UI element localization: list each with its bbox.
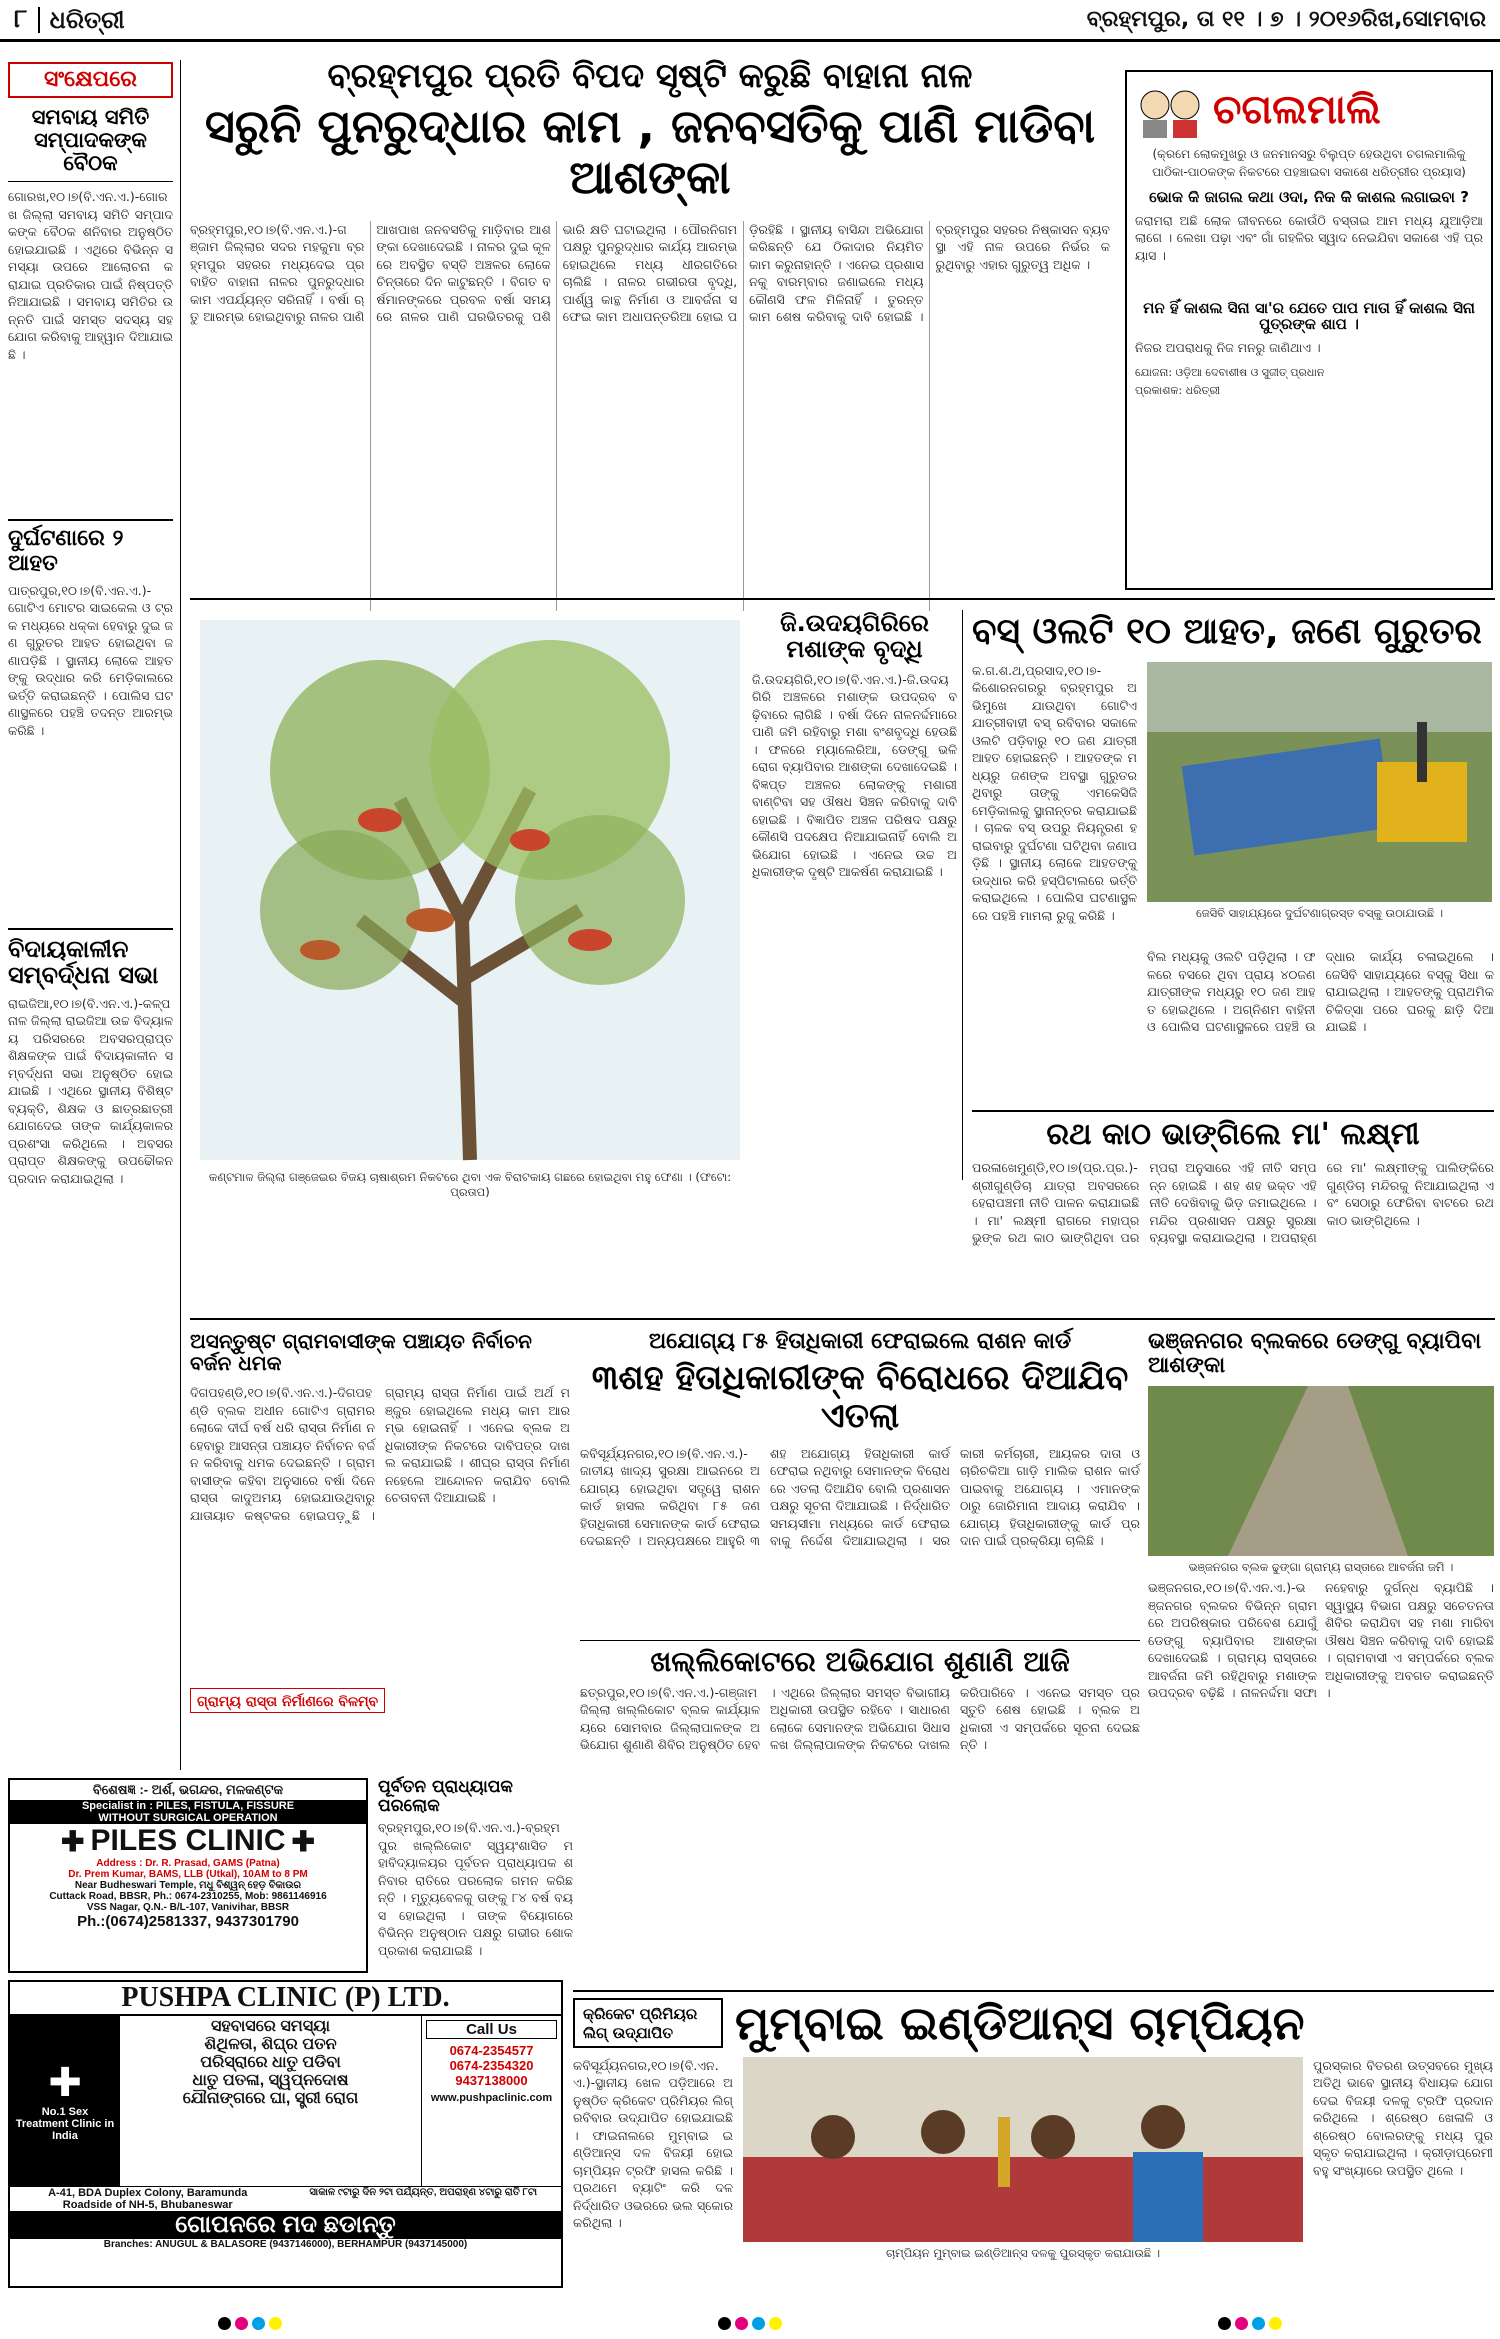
ad2-l4: ଧାତୁ ପତଳା, ସ୍ୱପ୍ନଦୋଷ bbox=[192, 2072, 349, 2089]
tree-photo-caption: କଣ୍ଟମାଳ ଜିଲ୍ଲା ଗଞ୍ଜେଇର ବିଜୟ ଚାଷାଶ୍ରମ ନିକଟରେ ଥିବା ଏକ ବିରାଟକାୟ ଗଛରେ ହୋଇଥିବା ମହୁ ଫେଣା । (ଫଟୋ: ପ୍ରତାପ) bbox=[208, 1170, 732, 1199]
ration-story bbox=[580, 1329, 1144, 1630]
briefs-tag-label: ସଂକ୍ଷେପରେ bbox=[44, 67, 137, 92]
brief1-body: ଗୋରଖ,୧୦।୭(ବି.ଏନ.ଏ.)-ଗୋରଖ ଜିଲ୍ଲା ସମବାୟ ସମିତି ସମ୍ପାଦକଙ୍କ ବୈଠକ ଶନିବାର ଅନୁଷ୍ଠିତ ହୋଇଯାଇଛି । ଏଥିରେ ବିଭିନ୍ନ ସମସ୍ୟା ଉପରେ ଆଲୋଚନା କରାଯାଇ ପ୍ରତିକାର ପାଇଁ ନିଷ୍ପତ୍ତି ନିଆଯାଇଛି । ସମବାୟ ସମିତିର ଉନ୍ନତି ପାଇଁ ସମସ୍ତ ସଦସ୍ୟ ସହଯୋଗ କରିବାକୁ ଆହ୍ୱାନ ଦିଆଯାଇଛି । bbox=[8, 189, 177, 362]
brief2-headline: ଦୁର୍ଘଟଣାରେ ୨ ଆହତ bbox=[8, 526, 124, 576]
cartoon-title: ଚଗଲମାଲି bbox=[1213, 87, 1381, 133]
ad1-top: ବିଶେଷଜ୍ଞ :- ଅର୍ଶ, ଭଗନ୍ଦର, ମଳକଣ୍ଟକ bbox=[92, 1782, 284, 1797]
ad2-web: www.pushpaclinic.com bbox=[430, 2092, 553, 2104]
ad2-p2: 0674-2354320 bbox=[449, 2058, 534, 2073]
ad2-timing: ସାକାଳ ୯ଟାରୁ ଦିନ ୨ଟା ପର୍ଯ୍ୟନ୍ତ, ଅପରାହ୍ଣ ୪ଟାରୁ ରାତି ୮ଟା bbox=[309, 2187, 538, 2198]
dengue-photo-caption: ଭଞ୍ଜନଗର ବ୍ଲକ ଢୁଙ୍ଗା ଗ୍ରାମ୍ୟ ରାସ୍ତାରେ ଆବର୍ଜନା ଜମି । bbox=[1188, 1560, 1454, 1575]
masthead-divider bbox=[38, 7, 40, 33]
lead-body: ବ୍ରହ୍ମପୁର,୧୦।୭(ବି.ଏନ.ଏ.)-ଗଞ୍ଜାମ ଜିଲ୍ଲାର ସଦର ମହକୁମା ବ୍ରହ୍ମପୁର ସହରର ମଧ୍ୟଦେଇ ପ୍ରବାହିତ ବାହାନା ନାଳର ପୁନରୁଦ୍ଧାର କାମ ଏପର୍ଯ୍ୟନ୍ତ ସରିନାହିଁ । ବର୍ଷା ଋତୁ ଆରମ୍ଭ ହୋଇଥିବାରୁ ନାଳର ପାଣି ଆଖପାଖ ଜନବସତିକୁ ମାଡ଼ିବାର ଆଶଙ୍କା ଦେଖାଦେଇଛି । ନାଳର ଦୁଇ କୂଳରେ ଅବସ୍ଥିତ ବସ୍ତି ଅଞ୍ଚଳର ଲୋକେ ଚିନ୍ତାରେ ଦିନ କାଟୁଛନ୍ତି । ବିଗତ ବର୍ଷମାନଙ୍କରେ ପ୍ରବଳ ବର୍ଷା ସମୟରେ ନାଳର ପାଣି ଘରଭିତରକୁ ପଶି ଭାରି କ୍ଷତି ଘଟାଇଥିଲା । ପୌରନିଗମ ପକ୍ଷରୁ ପୁନରୁଦ୍ଧାର କାର୍ଯ୍ୟ ଆରମ୍ଭ ହୋଇଥିଲେ ମଧ୍ୟ ଧୀରଗତିରେ ଚାଲିଛି । ନାଳର ଗଭୀରତା ବୃଦ୍ଧି, ପାର୍ଶ୍ୱ କାନ୍ଥ ନିର୍ମାଣ ଓ ଆବର୍ଜନା ସଫେଇ କାମ ଅଧାପନ୍ତରିଆ ହୋଇ ପଡ଼ିରହିଛି । ସ୍ଥାନୀୟ ବାସିନ୍ଦା ଅଭିଯୋଗ କରିଛନ୍ତି ଯେ ଠିକାଦାର ନିୟମିତ କାମ କରୁନାହାନ୍ତି । ଏନେଇ ପ୍ରଶାସନକୁ ବାରମ୍ବାର ଜଣାଇଲେ ମଧ୍ୟ କୌଣସି ଫଳ ମିଳିନାହିଁ । ତୁରନ୍ତ କାମ ଶେଷ କରିବାକୁ ଦାବି ହୋଇଛି । ବ୍ରହ୍ମପୁର ସହରର ନିଷ୍କାସନ ବ୍ୟବସ୍ଥା ଏହି ନାଳ ଉପରେ ନିର୍ଭର କରୁଥିବାରୁ ଏହାର ଗୁରୁତ୍ୱ ଅଧିକ । bbox=[190, 221, 1110, 325]
cartoon-figures-icon bbox=[1135, 80, 1205, 140]
ad2-addr1: A-41, BDA Duplex Colony, Baramunda bbox=[48, 2187, 248, 2199]
ad2-name: PUSHPA CLINIC (P) LTD. bbox=[10, 1982, 561, 2016]
ad2-tag: No.1 Sex Treatment Clinic in India bbox=[15, 2106, 115, 2142]
lead-headline: ସରୁନି ପୁନରୁଦ୍ଧାର କାମ , ଜନବସତିକୁ ପାଣି ମାଡିବା ଆଶଙ୍କା bbox=[204, 99, 1096, 204]
piles-clinic-ad bbox=[8, 1778, 368, 1973]
masthead bbox=[0, 0, 1500, 42]
paper-name: ଧରିତ୍ରୀ bbox=[49, 5, 125, 34]
cartoon-credit2: ପ୍ରକାଶକ: ଧରିତ୍ରୀ bbox=[1135, 383, 1221, 397]
udayagiri-body: ଜି.ଉଦୟଗିରି,୧୦।୭(ବି.ଏନ.ଏ.)-ଜି.ଉଦୟଗିରି ଅଞ୍ଚଳରେ ମଶାଙ୍କ ଉପଦ୍ରବ ବଢ଼ିବାରେ ଲାଗିଛି । ବର୍ଷା ଦିନେ ନାଳନର୍ଦ୍ଦମାରେ ପାଣି ଜମି ରହିବାରୁ ମଶା ବଂଶବୃଦ୍ଧି ହେଉଛି । ଫଳରେ ମ୍ୟାଲେରିଆ, ଡେଙ୍ଗୁ ଭଳି ରୋଗ ବ୍ୟାପିବାର ଆଶଙ୍କା ଦେଖାଦେଇଛି । ବିଜ୍ଞପ୍ତ ଅଞ୍ଚଳର ଲୋକଙ୍କୁ ମଶାରୀ ବାଣ୍ଟିବା ସହ ଔଷଧ ସିଞ୍ଚନ କରିବାକୁ ଦାବି ହୋଇଛି । ବିଜ୍ଞାପିତ ଅଞ୍ଚଳ ପରିଷଦ ପକ୍ଷରୁ କୌଣସି ପଦକ୍ଷେପ ନିଆଯାଇନାହିଁ ବୋଲି ଅଭିଯୋଗ ହୋଇଛି । ଏନେଇ ଉଚ୍ଚ ଅଧିକାରୀଙ୍କ ଦୃଷ୍ଟି ଆକର୍ଷଣ କରାଯାଇଛି । bbox=[752, 671, 961, 880]
cartoon-verse-body: ଜରାମରା ଅଛି ଲୋକ ଜୀବନରେ କୋଉଁଠି ବସ୍ତାଇ ଆମ ମଧ୍ୟ ଯୁଆଡ଼ିଆ ଲାଗେ । ଲେଖା ପଢ଼ା ଏବଂ ଗାଁ ଗହଳିର ସ୍ୱାଦ ନେଇଯିବା ସକାଶେ ଏହି ପ୍ରୟାସ । bbox=[1135, 212, 1487, 263]
brief3-body: ରାଇଜିଆ,୧୦।୭(ବି.ଏନ.ଏ.)-କଳ୍ପନାଳ ଜିଲ୍ଲା ରାଇଜିଆ ଉଚ୍ଚ ବିଦ୍ୟାଳୟ ପରିସରରେ ଅବସରପ୍ରାପ୍ତ ଶିକ୍ଷକଙ୍କ ପାଇଁ ବିଦାୟକାଳୀନ ସମ୍ବର୍ଦ୍ଧନା ସଭା ଅନୁଷ୍ଠିତ ହୋଇଯାଇଛି । ଏଥିରେ ସ୍ଥାନୀୟ ବିଶିଷ୍ଟ ବ୍ୟକ୍ତି, ଶିକ୍ଷକ ଓ ଛାତ୍ରଛାତ୍ରୀ ଯୋଗଦେଇ ତାଙ୍କ କାର୍ଯ୍ୟକାଳର ପ୍ରଶଂସା କରିଥିଲେ । ଅବସରପ୍ରାପ୍ତ ଶିକ୍ଷକଙ୍କୁ ଉପଢୌକନ ପ୍ରଦାନ କରାଯାଇଥିଲା । bbox=[8, 995, 177, 1186]
cricket-body-left: କବିସୂର୍ଯ୍ୟନଗର,୧୦।୭(ବି.ଏନ.ଏ.)-ସ୍ଥାନୀୟ ଖେଳ ପଡ଼ିଆରେ ଅନୁଷ୍ଠିତ କ୍ରିକେଟ ପ୍ରିମିୟର ଲିଗ୍ ରବିବାର ଉଦ୍‌ଯାପିତ ହୋଇଯାଇଛି । ଫାଇନାଲରେ ମୁମ୍ବାଇ ଇଣ୍ଡିଆନ୍ସ ଦଳ ବିଜୟୀ ହୋଇ ଚାମ୍ପିୟନ ଟ୍ରଫି ହାସଲ କରିଛି । ପ୍ରଥମେ ବ୍ୟାଟିଂ କରି ଦଳ ନିର୍ଦ୍ଧାରିତ ଓଭରରେ ଭଲ ସ୍କୋର କରିଥିଲା । bbox=[573, 2057, 737, 2231]
lead-story bbox=[190, 58, 1110, 618]
brief-divider bbox=[8, 519, 173, 521]
pushpa-clinic-ad bbox=[8, 1980, 563, 2288]
cartoon-verse2: ମନ ହିଁ କାଶଲ ସିନା ସା'ର ଯେତେ ପାପ ମାତା ହିଁ କାଶଲ ସିନା ପୁତ୍ରଙ୍କ ଶାପ । bbox=[1143, 298, 1475, 333]
brief-divider bbox=[8, 928, 173, 930]
section-rule bbox=[190, 598, 1495, 600]
ration-kicker: ଅଯୋଗ୍ୟ ୮୫ ହିତାଧିକାରୀ ଫେରାଇଲେ ରାଶନ କାର୍ଡ bbox=[648, 1329, 1072, 1354]
ad2-l3: ପରିସ୍ରାରେ ଧାତୁ ପଡିବା bbox=[200, 2054, 341, 2071]
khallikote-headline: ଖଲ୍ଲିକୋଟରେ ଅଭିଯୋଗ ଶୁଣାଣି ଆଜି bbox=[650, 1645, 1070, 1678]
panchayat-body: ଦିଗପହଣ୍ଡି,୧୦।୭(ବି.ଏନ.ଏ.)-ଦିଗପହଣ୍ଡି ବ୍ଲକ ଅଧୀନ ଗୋଟିଏ ଗ୍ରାମର ଲୋକେ ଦୀର୍ଘ ବର୍ଷ ଧରି ରାସ୍ତା ନିର୍ମାଣ ନହେବାରୁ ଆସନ୍ତା ପଞ୍ଚାୟତ ନିର୍ବାଚନ ବର୍ଜନ କରିବାକୁ ଧମକ ଦେଇଛନ୍ତି । ଗ୍ରାମବାସୀଙ୍କ କହିବା ଅନୁସାରେ ବର୍ଷା ଦିନେ ରାସ୍ତା କାଦୁଅମୟ ହୋଇଯାଉଥିବାରୁ ଯାତାୟାତ କଷ୍ଟକର ହୋଇପଡ଼ୁଛି । ଗ୍ରାମ୍ୟ ରାସ୍ତା ନିର୍ମାଣ ପାଇଁ ଅର୍ଥ ମଞ୍ଜୁର ହୋଇଥିଲେ ମଧ୍ୟ କାମ ଆରମ୍ଭ ହୋଇନାହିଁ । ଏନେଇ ବ୍ଲକ ଅଧିକାରୀଙ୍କ ନିକଟରେ ଦାବିପତ୍ର ଦାଖଲ କରାଯାଇଛି । ଶୀଘ୍ର ରାସ୍ତା ନିର୍ମାଣ ନହେଲେ ଆନ୍ଦୋଳନ କରାଯିବ ବୋଲି ଚେତାବନୀ ଦିଆଯାଇଛି । bbox=[190, 1385, 574, 1523]
bus-photo-caption: ଜେସିବି ସାହାଯ୍ୟରେ ଦୁର୍ଘଟଣାଗ୍ରସ୍ତ ବସ୍‌କୁ ଉଠାଯାଉଛି । bbox=[1195, 905, 1444, 920]
tree-photo-block bbox=[200, 620, 740, 1200]
tree-photo bbox=[200, 620, 740, 1160]
section-rule bbox=[190, 1318, 1495, 1320]
ad1-addr1: Near Budheswari Temple, ମଧୁ ବିଶ୍ୱନ୍ ହେଡ଼ ବିକାଉର bbox=[74, 1880, 302, 1891]
bus-body-right: ବିଲ ମଧ୍ୟକୁ ଓଲଟି ପଡ଼ିଥିଲା । ଫଳରେ ବସରେ ଥିବା ପ୍ରାୟ ୪୦ଜଣ ଯାତ୍ରୀଙ୍କ ମଧ୍ୟରୁ ୧୦ ଜଣ ଆହତ ହୋଇଥିଲେ । ଅଗ୍ନିଶମ ବାହିନୀ ଓ ପୋଲିସ ଘଟଣାସ୍ଥଳରେ ପହଞ୍ଚି ଉଦ୍ଧାର କାର୍ଯ୍ୟ ଚଳାଇଥିଲେ । ଜେସିବି ସାହାଯ୍ୟରେ ବସ୍‌କୁ ସିଧା କରାଯାଇଥିଲା । ଆହତଙ୍କୁ ପ୍ରାଥମିକ ଚିକିତ୍ସା ପରେ ଘରକୁ ଛାଡ଼ି ଦିଆଯାଇଛି । bbox=[1147, 949, 1498, 1034]
registration-dots-icon bbox=[1216, 2315, 1284, 2334]
ad1-name: PILES CLINIC bbox=[90, 1824, 286, 1857]
ad2-p1: 0674-2354577 bbox=[449, 2043, 534, 2058]
cartoon-verse3: ନିଜର ଅପରାଧକୁ ନିଜ ମନରୁ ଜାଣିଥାଏ । bbox=[1135, 339, 1321, 355]
column-rule bbox=[180, 60, 181, 1770]
panchayat-story bbox=[190, 1329, 574, 1770]
ad2-addr2: Roadside of NH-5, Bhubaneswar bbox=[62, 2199, 233, 2211]
panchayat-subhead: ଗ୍ରାମ୍ୟ ରାସ୍ତା ନିର୍ମାଣରେ ବିଳମ୍ବ bbox=[197, 1694, 379, 1710]
ad1-line1: Specialist in : PILES, FISTULA, FISSURE bbox=[81, 1800, 295, 1812]
ad2-l1: ସହବାସରେ ସମସ୍ୟା bbox=[210, 2018, 331, 2035]
ad1-doc1: Address : Dr. R. Prasad, GAMS (Patna) bbox=[96, 1858, 280, 1869]
ration-body: କବିସୂର୍ଯ୍ୟନଗର,୧୦।୭(ବି.ଏନ.ଏ.)-ଜାତୀୟ ଖାଦ୍ୟ ସୁରକ୍ଷା ଆଇନରେ ଅଯୋଗ୍ୟ ହୋଇଥିବା ସତ୍ତ୍ୱେ ରାଶନ କାର୍ଡ ହାସଲ କରିଥିବା ୮୫ ଜଣ ହିତାଧିକାରୀ ସେମାନଙ୍କ କାର୍ଡ ଫେରାଇ ଦେଇଛନ୍ତି । ଅନ୍ୟପକ୍ଷରେ ଆହୁରି ୩ଶହ ଅଯୋଗ୍ୟ ହିତାଧିକାରୀ କାର୍ଡ ଫେରାଇ ନଥିବାରୁ ସେମାନଙ୍କ ବିରୋଧରେ ଏତଲା ଦିଆଯିବ ବୋଲି ପ୍ରଶାସନ ପକ୍ଷରୁ ସୂଚନା ଦିଆଯାଇଛି । ନିର୍ଦ୍ଧାରିତ ସମୟସୀମା ମଧ୍ୟରେ କାର୍ଡ ଫେରାଇବାକୁ ନିର୍ଦ୍ଦେଶ ଦିଆଯାଇଥିଲା । ସରକାରୀ କର୍ମଚାରୀ, ଆୟକର ଦାତା ଓ ଚାରିଚକିଆ ଗାଡ଼ି ମାଲିକ ରାଶନ କାର୍ଡ ପାଇବାକୁ ଅଯୋଗ୍ୟ । ଏମାନଙ୍କ ଠାରୁ ଜୋରିମାନା ଆଦାୟ କରାଯିବ । ଯୋଗ୍ୟ ହିତାଧିକାରୀଙ୍କୁ କାର୍ଡ ପ୍ରଦାନ ପାଇଁ ପ୍ରକ୍ରିୟା ଚାଲିଛି । bbox=[580, 1445, 1144, 1549]
brief1-headline: ସମବାୟ ସମିତି ସମ୍ପାଦକଙ୍କ ବୈଠକ bbox=[8, 106, 173, 182]
ad1-line2: WITHOUT SURGICAL OPERATION bbox=[98, 1812, 278, 1824]
ad1-addr3: VSS Nagar, Q.N.- B/L-107, Vanivihar, BBSR bbox=[86, 1902, 290, 1913]
ad1-addr2: Cuttack Road, BBSR, Ph.: 0674-2310255, Mob: 9861146916 bbox=[49, 1891, 327, 1902]
dengue-photo bbox=[1148, 1386, 1494, 1556]
briefs-tag bbox=[8, 62, 173, 98]
bus-body-left: କ.ଗ.ଶ.ଥ,ପ୍ରସାଦ,୧୦।୭-କିଶୋରନଗରରୁ ବ୍ରହ୍ମପୁର ଅଭିମୁଖେ ଯାଉଥିବା ଗୋଟିଏ ଯାତ୍ରୀବାହୀ ବସ୍ ରବିବାର ସକାଳେ ଓଲଟି ପଡ଼ିବାରୁ ୧୦ ଜଣ ଯାତ୍ରୀ ଆହତ ହୋଇଛନ୍ତି । ଆହତଙ୍କ ମଧ୍ୟରୁ ଜଣଙ୍କ ଅବସ୍ଥା ଗୁରୁତର ଥିବାରୁ ତାଙ୍କୁ ଏମକେସିଜି ମେଡ଼ିକାଲକୁ ସ୍ଥାନାନ୍ତର କରାଯାଇଛି । ଚାଳକ ବସ୍ ଉପରୁ ନିୟନ୍ତ୍ରଣ ହରାଇବାରୁ ଦୁର୍ଘଟଣା ଘଟିଥିବା ଜଣାପଡ଼ିଛି । ସ୍ଥାନୀୟ ଲୋକେ ଆହତଙ୍କୁ ଉଦ୍ଧାର କରି ହସ୍ପିଟାଲରେ ଭର୍ତ୍ତି କରାଇଥିଲେ । ପୋଲିସ ଘଟଣାସ୍ଥଳରେ ପହଞ୍ଚି ମାମଲା ରୁଜୁ କରିଛି । bbox=[972, 662, 1141, 923]
bus-headline: ବସ୍ ଓଲଟି ୧୦ ଆହତ, ଜଣେ ଗୁରୁତର bbox=[972, 611, 1482, 652]
ad1-phone: Ph.:(0674)2581337, 9437301790 bbox=[77, 1913, 299, 1930]
briefs-column bbox=[8, 62, 177, 1762]
cartoon-intro: (କ୍ରମେ ଲୋକମୁଖରୁ ଓ ଜନମାନସରୁ ବିଲୁପ୍ତ ହେଉଥିବା ଚଗଲମାଲିକୁ ପାଠିକା-ପାଠକଙ୍କ ନିକଟରେ ପହଞ୍ଚାଇବା ସକାଶେ ଧରିତ୍ରୀର ପ୍ରୟାସ) bbox=[1152, 147, 1470, 179]
ratha-headline: ରଥ କାଠ ଭାଙ୍ଗିଲେ ମା' ଲକ୍ଷ୍ମୀ bbox=[1046, 1117, 1420, 1152]
chagalmali-box bbox=[1125, 70, 1493, 590]
obituary-headline: ପୂର୍ବତନ ପ୍ରାଧ୍ୟାପକ ପରଲୋକ bbox=[378, 1777, 513, 1816]
cartoon-verse1: ଭୋକ କି ଜାଗଲ କଥା ଓଦା, ନିକ କି କାଶଲ ଲଗାଇବା ? bbox=[1149, 188, 1469, 206]
cricket-photo-caption: ଚାମ୍ପିୟନ ମୁମ୍ବାଇ ଇଣ୍ଡିଆନ୍ସ ଦଳକୁ ପୁରସ୍କୃତ କରାଯାଉଛି । bbox=[885, 2245, 1161, 2260]
registration-dots-icon bbox=[216, 2315, 284, 2334]
ad2-call: Call Us bbox=[426, 2020, 557, 2039]
print-registration-marks bbox=[0, 2310, 1500, 2339]
cricket-kicker: କ୍ରିକେଟ ପ୍ରିମିୟର ଲିଗ୍ ଉଦ୍‌ଯାପିତ bbox=[583, 2005, 698, 2043]
dengue-headline: ଭଞ୍ଜନଗର ବ୍ଲକରେ ଡେଙ୍ଗୁ ବ୍ୟାପିବା ଆଶଙ୍କା bbox=[1148, 1329, 1482, 1379]
dateline: ବ୍ରହ୍ମପୁର, ତା ୧୧ । ୭ । ୨୦୧୬ରିଖ,ସୋମବାର bbox=[1086, 7, 1486, 32]
ad2-l2: ଶିଥିଳତା, ଶିଘ୍ର ପତନ bbox=[204, 2036, 337, 2053]
obituary-body: ବ୍ରହ୍ମପୁର,୧୦।୭(ବି.ଏନ.ଏ.)-ବ୍ରହ୍ମପୁର ଖଲ୍ଲିକୋଟ ସ୍ୱୟଂଶାସିତ ମହାବିଦ୍ୟାଳୟର ପୂର୍ବତନ ପ୍ରାଧ୍ୟାପକ ଶନିବାର ରାତିରେ ପରଲୋକ ଗମନ କରିଛନ୍ତି । ମୃତ୍ୟୁବେଳକୁ ତାଙ୍କୁ ୮୪ ବର୍ଷ ବୟସ ହୋଇଥିଲା । ତାଙ୍କ ବିୟୋଗରେ ବିଭିନ୍ନ ଅନୁଷ୍ଠାନ ପକ୍ଷରୁ ଗଭୀର ଶୋକ ପ୍ରକାଶ କରାଯାଇଛି । bbox=[378, 1820, 577, 1958]
bus-photo bbox=[1147, 662, 1492, 902]
brief2-body: ପାତ୍ରପୁର,୧୦।୭(ବି.ଏନ.ଏ.)-ଗୋଟିଏ ମୋଟର ସାଇକେଲ ଓ ଟ୍ରକ ମଧ୍ୟରେ ଧକ୍କା ହେବାରୁ ଦୁଇ ଜଣ ଗୁରୁତର ଆହତ ହୋଇଥିବା ଜଣାପଡ଼ିଛି । ସ୍ଥାନୀୟ ଲୋକେ ଆହତଙ୍କୁ ଉଦ୍ଧାର କରି ମେଡ଼ିକାଲରେ ଭର୍ତ୍ତି କରାଇଛନ୍ତି । ପୋଲିସ ଘଟଣାସ୍ଥଳରେ ପହଞ୍ଚି ତଦନ୍ତ ଆରମ୍ଭ କରିଛି । bbox=[8, 582, 177, 738]
ad2-slogan: ଗୋପନରେ ମଦ ଛଡାନ୍ତୁ bbox=[10, 2211, 561, 2239]
ad2-p3: 9437138000 bbox=[455, 2073, 528, 2088]
ad2-branches: Branches: ANUGUL & BALASORE (9437146000), BERHAMPUR (9437145000) bbox=[103, 2239, 468, 2250]
cross-icon: ✚ bbox=[48, 2060, 82, 2106]
ratha-body: ପରଳାଖେମୁଣ୍ଡି,୧୦।୭(ପ୍ର.ପ୍ର.)-ଶ୍ରୀଗୁଣ୍ଡିଚା ଯାତ୍ରା ଅବସରରେ ହେରାପଞ୍ଚମୀ ନୀତି ପାଳନ କରାଯାଇଛି । ମା' ଲକ୍ଷ୍ମୀ ରାଗରେ ମହାପ୍ରଭୁଙ୍କ ରଥ କାଠ ଭାଙ୍ଗିଥିବା ପରମ୍ପରା ଅନୁସାରେ ଏହି ନୀତି ସମ୍ପନ୍ନ ହୋଇଛି । ଶହ ଶହ ଭକ୍ତ ଏହି ନୀତି ଦେଖିବାକୁ ଭିଡ଼ ଜମାଇଥିଲେ । ମନ୍ଦିର ପ୍ରଶାସନ ପକ୍ଷରୁ ସୁରକ୍ଷା ବ୍ୟବସ୍ଥା କରାଯାଇଥିଲା । ଅପରାହ୍ଣରେ ମା' ଲକ୍ଷ୍ମୀଙ୍କୁ ପାଲିଙ୍କିରେ ଗୁଣ୍ଡିଚା ମନ୍ଦିରକୁ ନିଆଯାଇଥିଲା ଏବଂ ସେଠାରୁ ଫେରିବା ବାଟରେ ରଥ କାଠ ଭାଙ୍ଗିଥିଲେ । bbox=[972, 1160, 1498, 1245]
khallikote-story bbox=[580, 1640, 1140, 1780]
cross-icon: ✚ bbox=[291, 1825, 315, 1857]
dengue-story bbox=[1148, 1329, 1498, 1770]
ad2-l5: ଯୌନାଙ୍ଗରେ ଘା, ସ୍ତ୍ରୀ ରୋଗ bbox=[182, 2090, 359, 2107]
khallikote-body: ଛତ୍ରପୁର,୧୦।୭(ବି.ଏନ.ଏ.)-ଗଞ୍ଜାମ ଜିଲ୍ଲା ଖଲ୍ଲିକୋଟ ବ୍ଲକ କାର୍ଯ୍ୟାଳୟରେ ସୋମବାର ଜିଲ୍ଲାପାଳଙ୍କ ଅଭିଯୋଗ ଶୁଣାଣି ଶିବିର ଅନୁଷ୍ଠିତ ହେବ । ଏଥିରେ ଜିଲ୍ଲାର ସମସ୍ତ ବିଭାଗୀୟ ଅଧିକାରୀ ଉପସ୍ଥିତ ରହିବେ । ସାଧାରଣ ଲୋକେ ସେମାନଙ୍କ ଅଭିଯୋଗ ସିଧାସଳଖ ଜିଲ୍ଲାପାଳଙ୍କ ନିକଟରେ ଦାଖଲ କରିପାରିବେ । ଏନେଇ ସମସ୍ତ ପ୍ରସ୍ତୁତି ଶେଷ ହୋଇଛି । ବ୍ଲକ ଅଧିକାରୀ ଏ ସମ୍ପର୍କରେ ସୂଚନା ଦେଇଛନ୍ତି । bbox=[580, 1684, 1140, 1753]
cricket-photo bbox=[743, 2057, 1303, 2242]
udayagiri-story bbox=[752, 609, 961, 1300]
page-number: ୮ bbox=[14, 4, 28, 34]
column-rule bbox=[962, 610, 963, 1180]
ration-headline: ୩ଶହ ହିତାଧିକାରୀଙ୍କ ବିରୋଧରେ ଦିଆଯିବ ଏତଲା bbox=[591, 1358, 1129, 1436]
dengue-body: ଭଞ୍ଜନଗର,୧୦।୭(ବି.ଏନ.ଏ.)-ଭଞ୍ଜନଗର ବ୍ଲକର ବିଭିନ୍ନ ଗ୍ରାମରେ ଅପରିଷ୍କାର ପରିବେଶ ଯୋଗୁଁ ଡେଙ୍ଗୁ ବ୍ୟାପିବାର ଆଶଙ୍କା ଦେଖାଦେଇଛି । ଗ୍ରାମ୍ୟ ରାସ୍ତାରେ ଆବର୍ଜନା ଜମି ରହିଥିବାରୁ ମଶାଙ୍କ ଉପଦ୍ରବ ବଢ଼ିଛି । ନାଳନର୍ଦ୍ଦମା ସଫା ନହେବାରୁ ଦୁର୍ଗନ୍ଧ ବ୍ୟାପିଛି । ସ୍ୱାସ୍ଥ୍ୟ ବିଭାଗ ପକ୍ଷରୁ ସଚେତନତା ଶିବିର କରାଯିବା ସହ ମଶା ମାରିବା ଔଷଧ ସିଞ୍ଚନ କରିବାକୁ ଦାବି ହୋଇଛି । ଗ୍ରାମବାସୀ ଏ ସମ୍ପର୍କରେ ବ୍ଲକ ଅଧିକାରୀଙ୍କୁ ଅବଗତ କରାଇଛନ୍ତି । bbox=[1148, 1580, 1498, 1701]
lead-kicker: ବ୍ରହ୍ମପୁର ପ୍ରତି ବିପଦ ସୃଷ୍ଟି କରୁଛି ବାହାନା ନାଳ bbox=[327, 56, 973, 96]
cricket-body-right: ପୁରସ୍କାର ବିତରଣ ଉତ୍ସବରେ ମୁଖ୍ୟ ଅତିଥି ଭାବେ ସ୍ଥାନୀୟ ବିଧାୟକ ଯୋଗ ଦେଇ ବିଜୟୀ ଦଳକୁ ଟ୍ରଫି ପ୍ରଦାନ କରିଥିଲେ । ଶ୍ରେଷ୍ଠ ଖେଳାଳି ଓ ଶ୍ରେଷ୍ଠ ବୋଲରଙ୍କୁ ମଧ୍ୟ ପୁରସ୍କୃତ କରାଯାଇଥିଲା । କ୍ରୀଡ଼ାପ୍ରେମୀ ବହୁ ସଂଖ୍ୟାରେ ଉପସ୍ଥିତ ଥିଲେ । bbox=[1313, 2057, 1497, 2178]
ad1-doc2: Dr. Prem Kumar, BAMS, LLB (Utkal), 10AM to 8 PM bbox=[68, 1869, 308, 1880]
obituary-story bbox=[378, 1777, 577, 1973]
udayagiri-headline: ଜି.ଉଦୟଗିରିରେ ମଶାଙ୍କ ବୃଦ୍ଧି bbox=[780, 609, 929, 664]
brief3-headline: ବିଦାୟକାଳୀନ ସମ୍ବର୍ଦ୍ଧନା ସଭା bbox=[8, 934, 159, 990]
cartoon-credit1: ଯୋଜନା: ଓଡ଼ିଆ ଦେବାଶୀଷ ଓ ସୁଜୀତ୍ ପ୍ରଧାନ bbox=[1135, 366, 1325, 379]
cricket-headline: ମୁମ୍ବାଇ ଇଣ୍ଡିଆନ୍ସ ଚାମ୍ପିୟନ bbox=[735, 1996, 1305, 2050]
ratha-story bbox=[972, 1110, 1498, 1320]
registration-dots-icon bbox=[716, 2315, 784, 2334]
cross-icon: ✚ bbox=[61, 1825, 85, 1857]
panchayat-headline: ଅସନ୍ତୁଷ୍ଟ ଗ୍ରାମବାସୀଙ୍କ ପଞ୍ଚାୟତ ନିର୍ବାଚନ ବର୍ଜନ ଧମକ bbox=[190, 1329, 532, 1375]
cricket-story bbox=[573, 1990, 1497, 2290]
